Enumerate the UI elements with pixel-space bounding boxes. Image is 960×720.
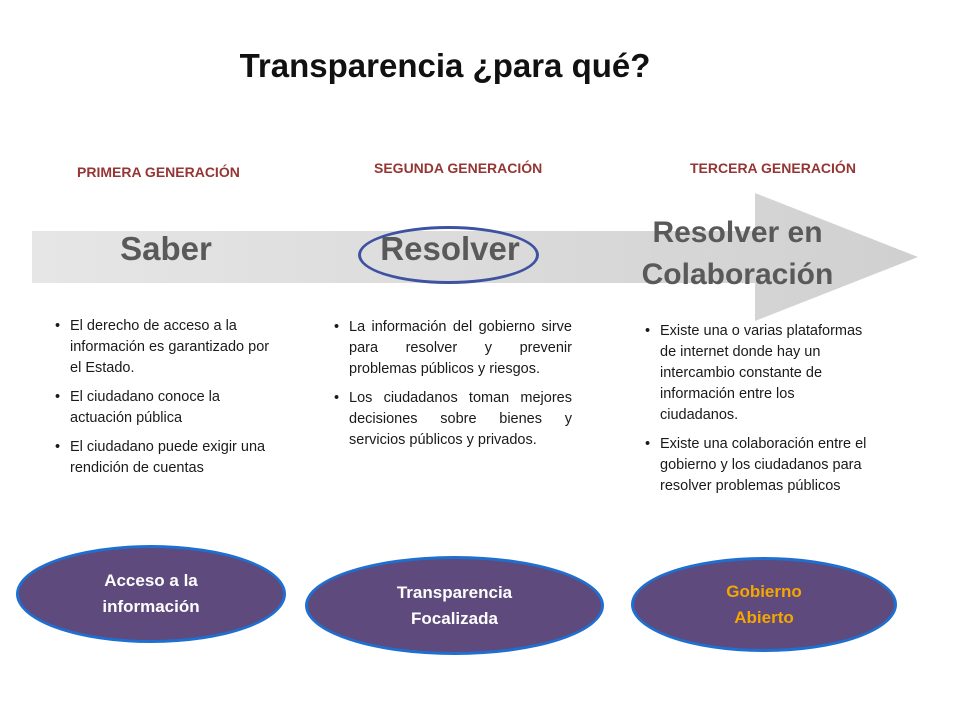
list-item: • El ciudadano conoce la actuación pública	[55, 387, 280, 429]
stage-saber: Saber	[120, 230, 212, 267]
slide-title: Transparencia ¿para qué?	[239, 47, 651, 84]
outcome-line-1: Gobierno	[726, 581, 802, 601]
outcome-oval-gobierno-abierto	[631, 557, 897, 652]
outcome-line-1: Acceso a la	[104, 571, 198, 590]
list-item: • El derecho de acceso a la información es garantizado por el Estado.	[55, 316, 280, 379]
list-item: • La información del gobierno sirve para resolver y prevenir problemas públicos y riesgos.	[334, 317, 572, 380]
stage-line-2: Colaboración	[641, 258, 834, 291]
stage-resolver-colaboracion	[625, 212, 850, 296]
outcome-line-2: Abierto	[734, 607, 794, 627]
outcome-line-2: Focalizada	[411, 608, 498, 628]
outcome-oval-transparencia	[305, 556, 604, 655]
stage-resolver: Resolver	[380, 230, 520, 267]
list-item: • Existe una o varias plataformas de internet donde hay un intercambio constante de información entre los ciudadanos.	[645, 321, 875, 426]
outcome-line-1: Transparencia	[396, 582, 513, 602]
list-item: • Los ciudadanos toman mejores decisiones sobre bienes y servicios públicos y privados.	[334, 388, 572, 451]
stage-resolver-ring	[358, 226, 539, 284]
points-list-first	[55, 316, 280, 487]
generation-label-first: PRIMERA GENERACIÓN	[77, 164, 240, 180]
points-list-third	[645, 321, 875, 505]
list-item: • El ciudadano puede exigir una rendición de cuentas	[55, 437, 280, 479]
points-list-second	[334, 317, 572, 459]
list-item: • Existe una colaboración entre el gobierno y los ciudadanos para resolver problemas públicos	[645, 434, 875, 497]
generation-label-third: TERCERA GENERACIÓN	[690, 160, 856, 176]
generation-label-second: SEGUNDA GENERACIÓN	[374, 160, 543, 176]
outcome-oval-acceso	[16, 545, 286, 643]
outcome-line-2: información	[102, 597, 200, 616]
stage-line-1: Resolver en	[652, 216, 823, 249]
